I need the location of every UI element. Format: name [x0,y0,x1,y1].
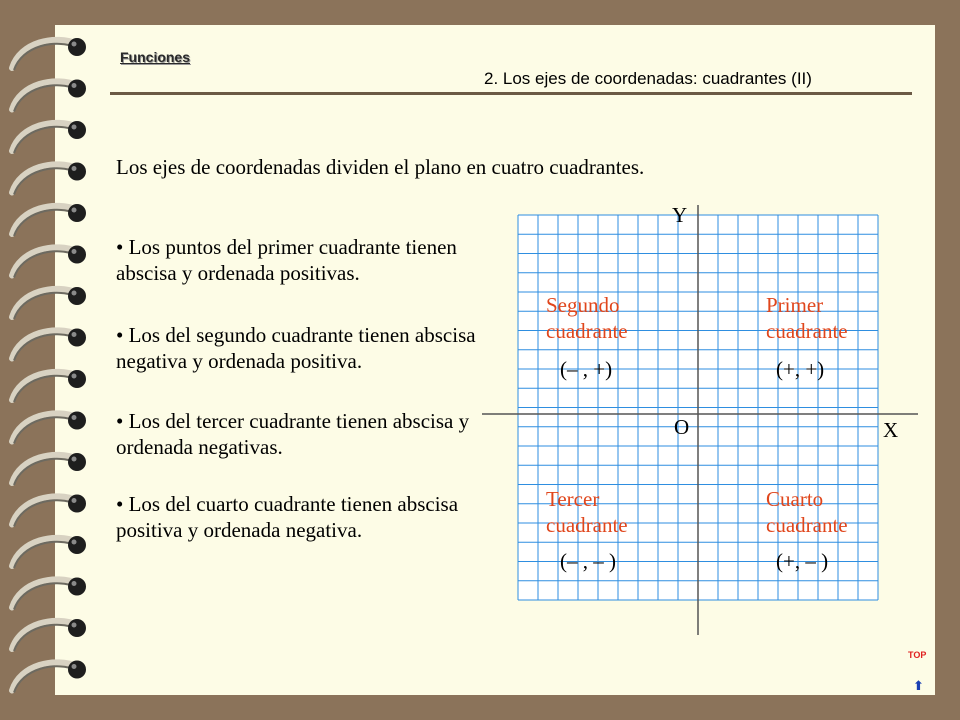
slide-subtitle: 2. Los ejes de coordenadas: cuadrantes (II) [484,69,812,88]
quadrant-label-fourth: Cuarto cuadrante [766,487,848,537]
binding-hole [68,619,86,637]
sign-second-quadrant: (– , +) [560,357,613,381]
binding-hole [68,329,86,347]
binding-hole-shine [72,208,77,213]
binding-hole [68,163,86,181]
quadrant-label-third: Tercer cuadrante [546,487,628,537]
binding-hole [68,412,86,430]
quadrant-label-second: Segundo cuadrante [546,293,628,343]
binding-hole [68,661,86,679]
binding-hole [68,287,86,305]
intro-text: Los ejes de coordenadas dividen el plano en cuatro cuadrantes. [116,155,645,179]
bullet-second-quadrant: • Los del segundo cuadrante tienen abscisa negativa y ordenada positiva. [116,323,476,373]
coordinate-grid [480,205,920,637]
binding-hole-shine [72,166,77,171]
binding-hole [68,536,86,554]
binding-hole-shine [72,42,77,47]
sign-fourth-quadrant: (+, – ) [776,549,829,573]
axis-label-x: X [883,418,899,442]
binding-hole-shine [72,332,77,337]
binding-hole-shine [72,125,77,130]
origin-label: O [674,415,690,439]
binding-hole-shine [72,291,77,296]
binding-hole [68,495,86,513]
binding-hole [68,370,86,388]
binding-hole-shine [72,457,77,462]
binding-hole [68,204,86,222]
sign-third-quadrant: (– , – ) [560,549,616,573]
binding-hole [68,38,86,56]
binding-hole [68,121,86,139]
binding-hole-shine [72,664,77,669]
binding-hole-shine [72,83,77,88]
bullet-first-quadrant: • Los puntos del primer cuadrante tienen abscisa y ordenada positivas. [116,235,457,285]
binding-hole [68,80,86,98]
sign-first-quadrant: (+, +) [776,357,825,381]
binding-hole-shine [72,249,77,254]
axis-label-y: Y [672,203,688,227]
quadrant-label-first: Primer cuadrante [766,293,848,343]
bullet-third-quadrant: • Los del tercer cuadrante tienen abscisa y ordenada negativas. [116,409,470,459]
up-arrow-icon[interactable]: ⬆ [913,679,924,694]
binding-hole-shine [72,374,77,379]
binding-hole [68,578,86,596]
binding-hole-shine [72,415,77,420]
top-button[interactable]: TOP [908,650,927,660]
spiral-binding [0,0,110,720]
binding-hole-shine [72,540,77,545]
binding-hole-shine [72,623,77,628]
header-divider [110,92,912,95]
binding-hole-shine [72,581,77,586]
binding-hole [68,453,86,471]
section-title[interactable]: Funciones [120,49,191,65]
bullet-fourth-quadrant: • Los del cuarto cuadrante tienen abscisa positiva y ordenada negativa. [116,492,459,542]
binding-hole [68,246,86,264]
binding-hole-shine [72,498,77,503]
